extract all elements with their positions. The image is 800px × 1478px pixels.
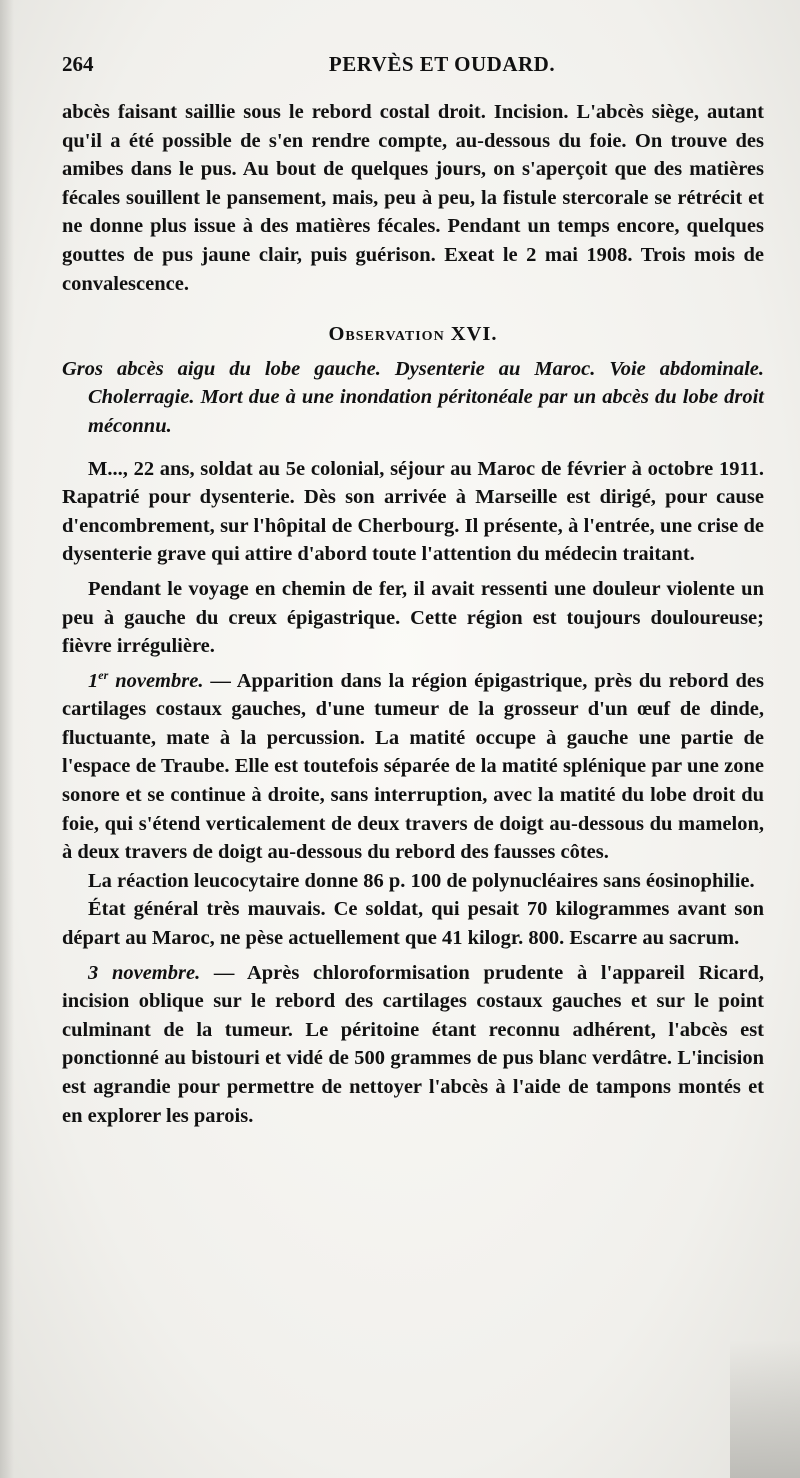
- page-shadow-corner: [730, 1340, 800, 1478]
- paragraph-pain: Pendant le voyage en chemin de fer, il avait ressenti une douleur violente un peu à gauche du creux épigastrique. Cette région est toujours douloureuse; fièvre irrégulière.: [62, 577, 764, 658]
- body-text: [62, 98, 764, 1130]
- paragraph-november-1: 1er novembre. — Apparition dans la région épigastrique, près du rebord des cartilages costaux gauches, d'une tumeur de la grosseur d'un œuf de dinde, fluctuante, mate à la percussion. La matité occupe à gauche une partie de l'espace de Traube. Elle est toutefois séparée de la matité splénique par une zone sonore et se continue à droite, sans interruption, avec la matité du lobe droit du foie, qui s'étend verticalement de deux travers de doigt au-dessous du mamelon, à deux travers de doigt au-dessous du rebord des fausses côtes.: [62, 667, 765, 864]
- date-label: 3 novembre.: [88, 961, 201, 984]
- paragraph-general-state: État général très mauvais. Ce soldat, qui pesait 70 kilogrammes avant son départ au Maroc, ne pèse actuellement que 41 kilogr. 800. Escarre au sacrum.: [62, 898, 764, 950]
- paragraph-patient-history: M..., 22 ans, soldat au 5e colonial, séjour au Maroc de février à octobre 1911. Rapatrié pour dysenterie. Dès son arrivée à Marseille est dirigé, pour cause d'encombrement, sur l'hôpital de Cherbourg. Il présente, à l'entrée, une crise de dysenterie grave qui attire d'abord toute l'attention du médecin traitant.: [62, 457, 764, 566]
- running-head: PERVÈS ET OUDARD.: [328, 52, 556, 76]
- paragraph-november-3: 3 novembre. — Après chloroformisation prudente à l'appareil Ricard, incision oblique sur le rebord des cartilages costaux gauches et sur le point culminant de la tumeur. Le péritoine étant reconnu adhérent, l'abcès est ponctionné au bistouri et vidé de 500 grammes de pus blanc verdâtre. L'incision est agrandie pour permettre de nettoyer l'abcès à l'aide de tampons montés et en explorer les parois.: [62, 961, 764, 1127]
- paragraph-leucocyte: La réaction leucocytaire donne 86 p. 100 de polynucléaires sans éosinophilie.: [88, 869, 755, 892]
- page-header: [62, 52, 762, 86]
- observation-subtitle: Gros abcès aigu du lobe gauche. Dysenterie au Maroc. Voie abdominale. Cholerragie. Mort due à une inondation péritonéale par un abcès du lobe droit méconnu.: [62, 357, 764, 437]
- observation-title: Observation XVI.: [328, 323, 498, 346]
- page-shadow-left: [0, 0, 14, 1478]
- page-number: 264: [62, 52, 94, 76]
- date-label: 1er novembre.: [88, 667, 204, 692]
- paragraph-continuation: abcès faisant saillie sous le rebord costal droit. Incision. L'abcès siège, autant qu'il a été possible de s'en rendre compte, au-dessous du foie. On trouve des amibes dans le pus. Au bout de quelques jours, on s'aperçoit que des matières fécales souillent le pansement, mais, peu à peu, la fistule stercorale se rétrécit et ne donne plus issue à des matières fécales. Pendant un temps encore, quelques gouttes de pus jaune clair, puis guérison. Exeat le 2 mai 1908. Trois mois de convalescence.: [62, 101, 764, 295]
